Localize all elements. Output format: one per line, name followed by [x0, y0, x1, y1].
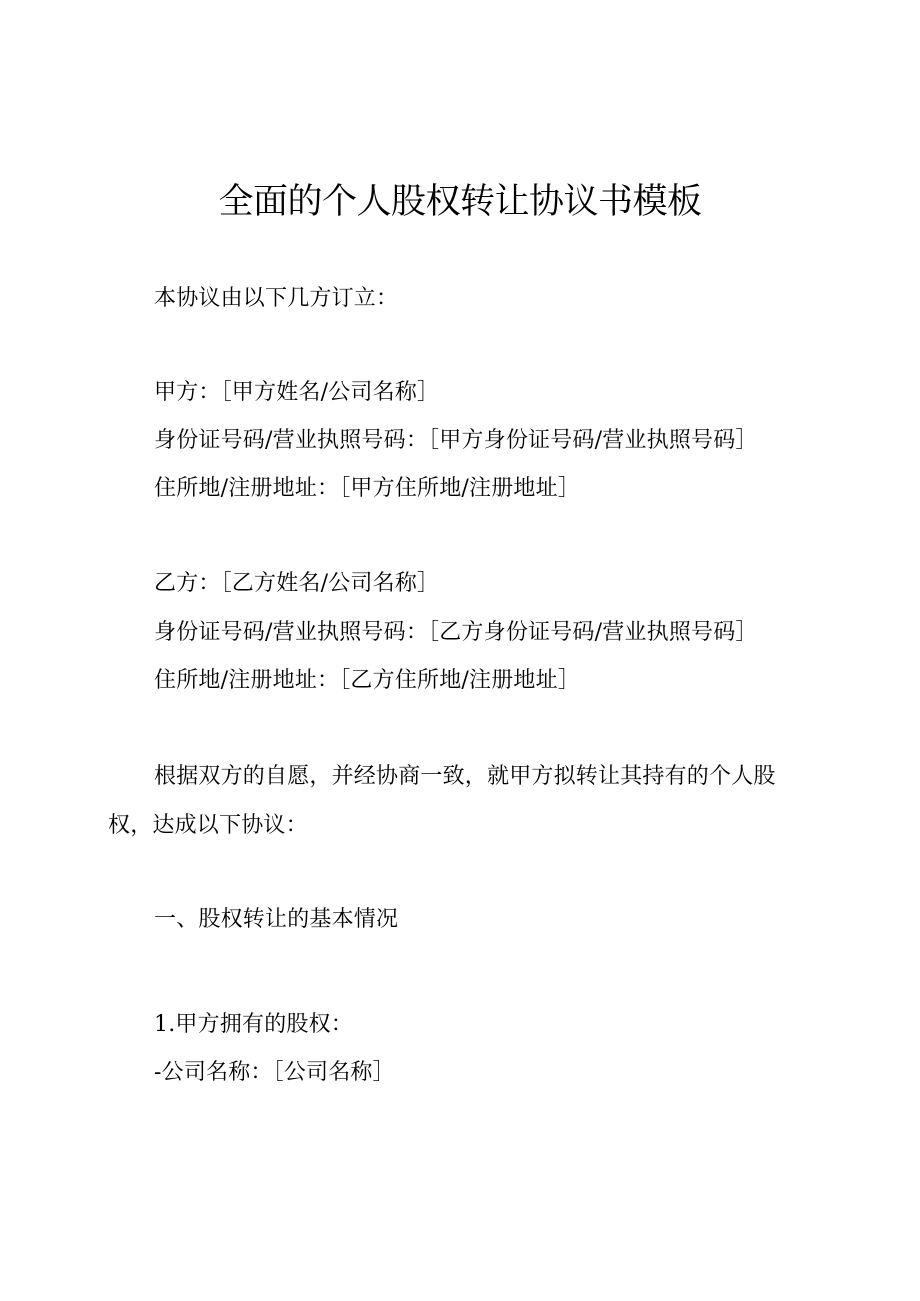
intro-text: 本协议由以下几方订立： — [154, 286, 399, 311]
document-title: 全面的个人股权转让协议书模板 — [218, 182, 702, 222]
section-1-heading: 一、股权转让的基本情况 — [154, 907, 399, 932]
party-b-id: 身份证号码/营业执照号码：［乙方身份证号码/营业执照号码］ — [154, 620, 758, 645]
item-1-heading: 1.甲方拥有的股权： — [154, 1012, 353, 1037]
preamble-line-1: 根据双方的自愿，并经协商一致，就甲方拟转让其持有的个人股 — [154, 764, 776, 789]
party-b-name: 乙方：［乙方姓名/公司名称］ — [154, 571, 440, 596]
party-a-address: 住所地/注册地址：［甲方住所地/注册地址］ — [154, 476, 581, 501]
party-b-address: 住所地/注册地址：［乙方住所地/注册地址］ — [154, 668, 581, 693]
party-a-name: 甲方：［甲方姓名/公司名称］ — [154, 380, 440, 405]
item-1-company: -公司名称：［公司名称］ — [154, 1060, 395, 1085]
preamble-line-2: 权，达成以下协议： — [108, 813, 308, 838]
party-a-id: 身份证号码/营业执照号码：［甲方身份证号码/营业执照号码］ — [154, 428, 758, 453]
